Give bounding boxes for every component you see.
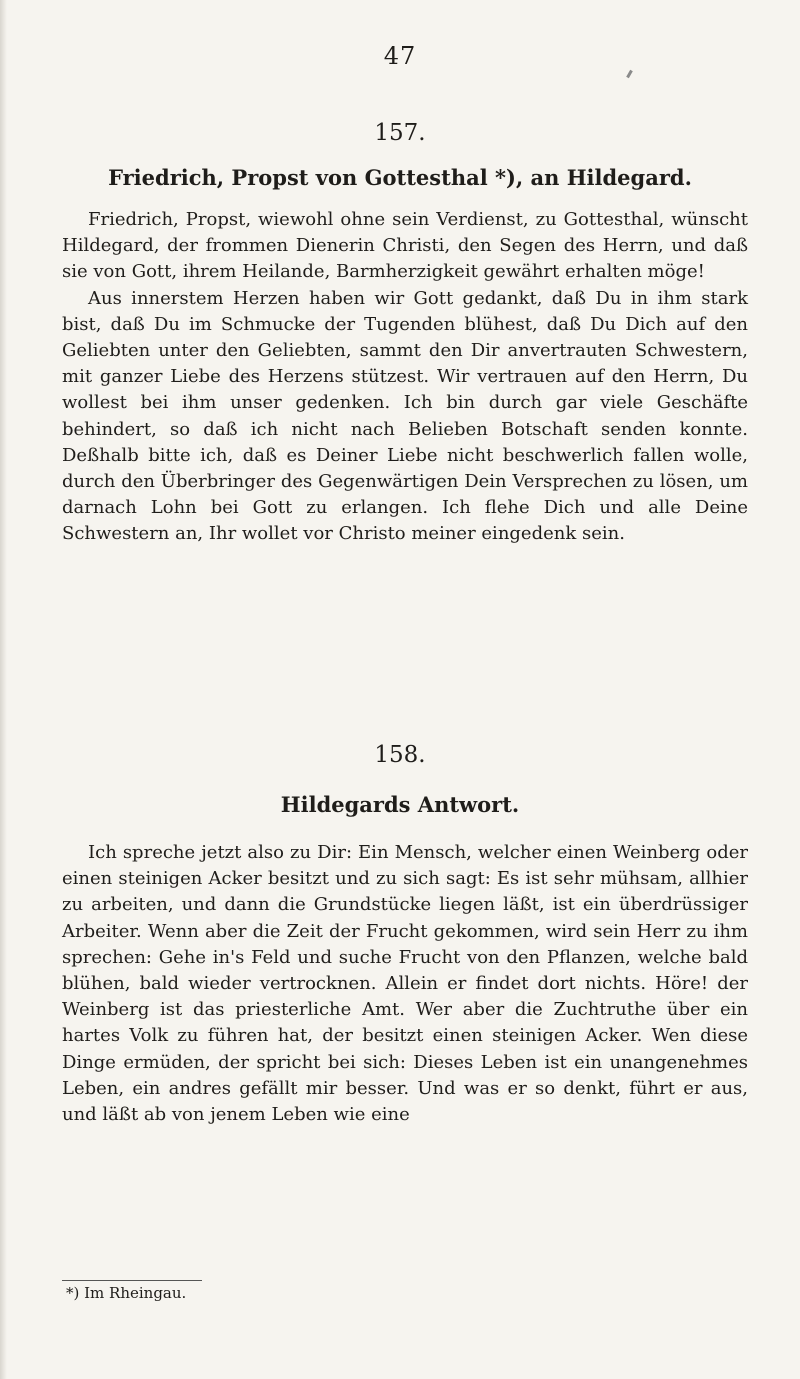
letter-158-number: 158. bbox=[374, 742, 426, 768]
letter-157-title: Friedrich, Propst von Gottesthal *), an Hildegard. bbox=[108, 165, 692, 190]
page-number: 47 bbox=[383, 42, 417, 70]
footnote-divider bbox=[62, 1280, 202, 1281]
letter-157-paragraph-1: Friedrich, Propst, wiewohl ohne sein Verdienst, zu Gottesthal, wünscht Hildegard, der frommen Dienerin Christi, den Segen des Herrn, und daß sie von Gott, ihrem Heilande, Barmherzigkeit gewährt erhalten möge! bbox=[62, 209, 748, 283]
letter-157-paragraph-2: Aus innerstem Herzen haben wir Gott gedankt, daß Du in ihm stark bist, daß Du im Schmucke der Tugenden blühest, daß Du Dich auf den Geliebten unter den Geliebten, sammt den Dir anvertrauten Schwestern, mit ganzer Liebe des Herzens stützest. Wir vertrauen auf den Herrn, Du wollest bei ihm unser gedenken. Ich bin durch gar viele Geschäfte behindert, so daß ich nicht nach Belieben Botschaft senden konnte. Deßhalb bitte ich, daß es Deiner Liebe nicht beschwerlich fallen wolle, durch den Überbringer des Gegenwärtigen Dein Versprechen zu lösen, um darnach Lohn bei Gott zu erlangen. Ich flehe Dich und alle Deine Schwestern an, Ihr wollet vor Christo meiner eingedenk sein. bbox=[62, 287, 748, 545]
letter-157-body bbox=[62, 207, 748, 548]
letter-158-paragraph-1: Ich spreche jetzt also zu Dir: Ein Mensch, welcher einen Weinberg oder einen steinigen Acker besitzt und zu sich sagt: Es ist sehr mühsam, allhier zu arbeiten, und dann die Grundstücke liegen läßt, ist ein überdrüssiger Arbeiter. Wenn aber die Zeit der Frucht gekommen, wird sein Herr zu ihm sprechen: Gehe in's Feld und suche Frucht von den Pflanzen, welche bald blühen, bald wieder vertrocknen. Allein er findet dort nichts. Höre! der Weinberg ist das priesterliche Amt. Wer aber die Zuchtruthe über ein hartes Volk zu führen hat, der besitzt einen steinigen Acker. Wen diese Dinge ermüden, der spricht bei sich: Dieses Leben ist ein unangenehmes Leben, ein andres gefällt mir besser. Und was er so denkt, führt er aus, und läßt ab von jenem Leben wie eine bbox=[62, 842, 748, 1126]
printer-mark bbox=[626, 70, 633, 78]
footnote: *) Im Rheingau. bbox=[66, 1284, 187, 1302]
letter-158-title: Hildegards Antwort. bbox=[280, 792, 520, 817]
letter-157-number: 157. bbox=[374, 120, 426, 146]
page-edge-shadow bbox=[0, 0, 7, 1379]
letter-158-body bbox=[62, 840, 748, 1128]
